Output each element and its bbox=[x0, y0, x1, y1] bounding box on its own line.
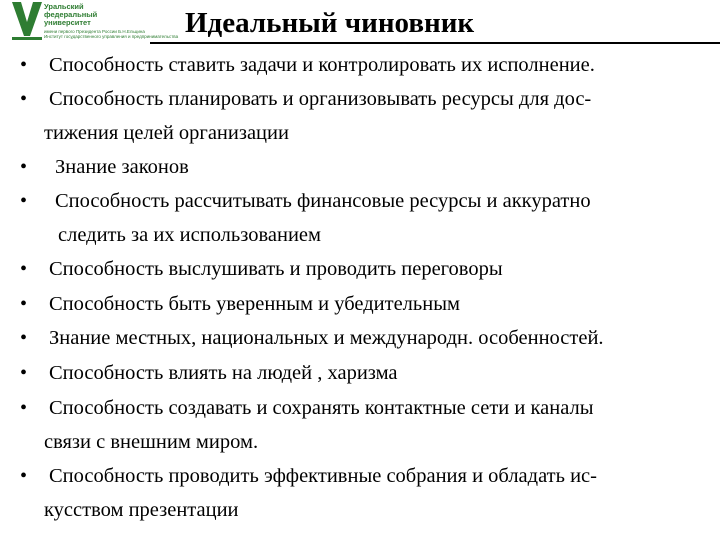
bullet-text: тижения целей организации bbox=[44, 122, 289, 144]
bullet-text: Способность ставить задачи и контролировать их исполнение. bbox=[49, 54, 595, 76]
bullet-dot-icon: • bbox=[20, 397, 28, 419]
bullet-dot-icon: • bbox=[20, 465, 28, 487]
bullet-text: Знание местных, национальных и международн. особенностей. bbox=[49, 327, 604, 349]
bullet-dot-icon: • bbox=[20, 362, 28, 384]
logo-line-2: федеральный bbox=[44, 10, 98, 19]
bullet-text: Способность проводить эффективные собрания и обладать ис- bbox=[49, 465, 597, 487]
bullet-text: Способность быть уверенным и убедительным bbox=[49, 293, 460, 315]
bullet-text: следить за их использованием bbox=[58, 224, 322, 246]
bullet-text: кусством презентации bbox=[44, 499, 239, 521]
logo-line-3: университет bbox=[44, 18, 91, 27]
bullet-text: связи с внешним миром. bbox=[44, 431, 259, 453]
bullet-text: Способность планировать и организовывать ресурсы для дос- bbox=[49, 88, 592, 110]
bullet-text: Способность рассчитывать финансовые ресурсы и аккуратно bbox=[55, 190, 591, 212]
bullet-dot-icon: • bbox=[20, 190, 28, 212]
bullet-dot-icon: • bbox=[20, 293, 28, 315]
bullet-dot-icon: • bbox=[20, 327, 28, 349]
bullet-dot-icon: • bbox=[20, 258, 28, 280]
bullet-dot-icon: • bbox=[20, 88, 28, 110]
bullet-text: Способность создавать и сохранять контактные сети и каналы bbox=[49, 397, 594, 419]
bullet-dot-icon: • bbox=[20, 156, 28, 178]
bullet-text: Способность влиять на людей , харизма bbox=[49, 362, 398, 384]
bullet-dot-icon: • bbox=[20, 54, 28, 76]
slide-title: Идеальный чиновник bbox=[185, 7, 475, 39]
logo-sub-line-2: Институт государственного управления и предпринимательства bbox=[44, 34, 179, 39]
logo-sub-line-1: имени первого Президента России Б.Н.Ельцина bbox=[44, 29, 145, 34]
logo-line-1: Уральский bbox=[44, 2, 84, 11]
bullet-text: Способность выслушивать и проводить переговоры bbox=[49, 258, 503, 280]
bullet-text: Знание законов bbox=[55, 156, 189, 178]
